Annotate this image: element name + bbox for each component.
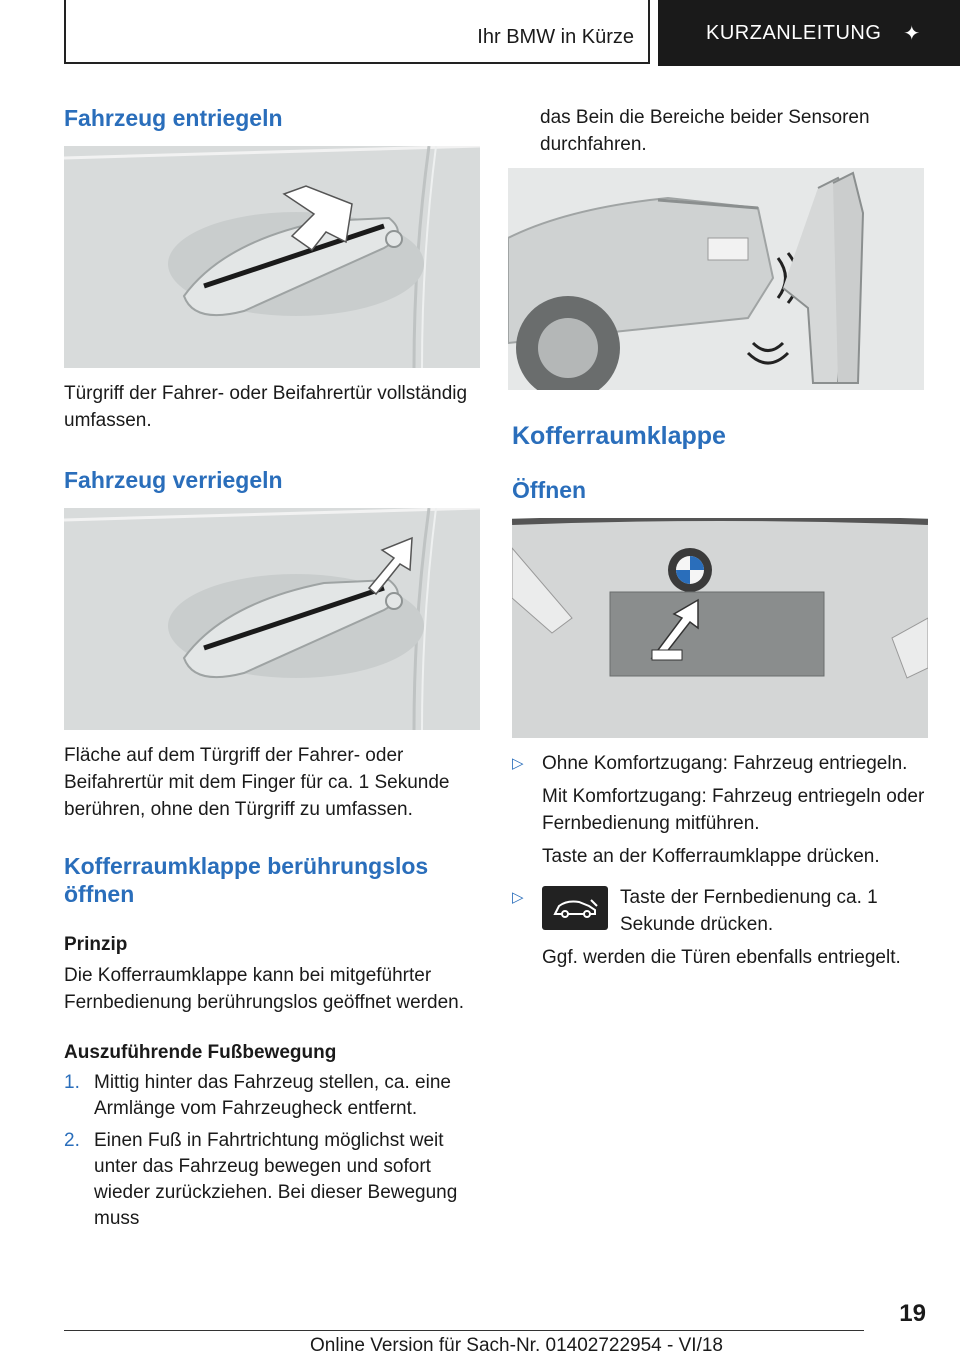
header-chapter-tab[interactable] bbox=[658, 0, 960, 66]
heading-contactless-trunk: Kofferraumklappe berührungslos öffnen bbox=[64, 853, 429, 907]
list-item bbox=[512, 750, 932, 870]
step-number: 1. bbox=[64, 1072, 80, 1093]
remote-trunk-button-icon bbox=[542, 886, 608, 930]
chapter-label: KURZANLEITUNG bbox=[706, 21, 882, 44]
list-item bbox=[512, 884, 932, 971]
bullet-text: Taste an der Kofferraumklappe drücken. bbox=[542, 846, 880, 867]
bullet-text: Ohne Komfortzugang: Fahrzeug entriegeln. bbox=[542, 753, 908, 774]
heading-lock: Fahrzeug verriegeln bbox=[64, 467, 283, 493]
bullet-text: Mit Komfortzugang: Fahrzeug entriegeln oder Fernbedienung mitführen. bbox=[542, 786, 925, 834]
heading-trunk-lid: Kofferraumklappe bbox=[512, 422, 726, 450]
bullet-text: Ggf. werden die Türen ebenfalls entriegelt. bbox=[542, 947, 901, 968]
figure-door-handle-touch bbox=[64, 508, 480, 730]
text-principle: Die Kofferraumklappe kann bei mitgeführter Fernbedienung berührungslos geöffnet werden. bbox=[64, 965, 464, 1013]
figure-door-handle-grip bbox=[64, 146, 480, 368]
magic-wand-icon: ✦ bbox=[903, 22, 921, 45]
text-unlock: Türgriff der Fahrer- oder Beifahrertür vollständig umfassen. bbox=[64, 383, 468, 431]
bullet-triangle-icon: ▷ bbox=[512, 889, 524, 906]
list-item bbox=[64, 1070, 484, 1122]
heading-unlock: Fahrzeug entriegeln bbox=[64, 105, 283, 131]
step-text: Mittig hinter das Fahrzeug stellen, ca. eine Armlänge vom Fahrzeugheck entfernt. bbox=[94, 1072, 451, 1119]
figure-foot-sensor bbox=[508, 168, 924, 390]
heading-principle: Prinzip bbox=[64, 934, 128, 955]
list-item bbox=[64, 1128, 484, 1232]
foot-motion-steps bbox=[64, 1070, 484, 1238]
page-number: 19 bbox=[899, 1300, 926, 1327]
step-text: Einen Fuß in Fahrtrichtung möglichst weit unter das Fahrzeug bewegen und sofort wieder zurückziehen. Bei dieser Bewegung muss bbox=[94, 1130, 458, 1229]
heading-foot-motion: Auszuführende Fußbewegung bbox=[64, 1042, 337, 1063]
figure-trunk-button bbox=[512, 518, 928, 738]
bullet-text: Taste der Fernbedienung ca. 1 Sekunde drücken. bbox=[620, 887, 878, 935]
footer-divider bbox=[64, 1330, 864, 1331]
step-number: 2. bbox=[64, 1130, 80, 1151]
header-section-title: Ihr BMW in Kürze bbox=[477, 26, 634, 48]
heading-open: Öffnen bbox=[512, 477, 587, 503]
text-lock: Fläche auf dem Türgriff der Fahrer- oder Beifahrertür mit dem Finger für ca. 1 Sekunde berühren, ohne den Türgriff zu umfassen. bbox=[64, 745, 450, 820]
bullet-triangle-icon: ▷ bbox=[512, 755, 524, 772]
open-instructions bbox=[512, 750, 932, 985]
text-continue: das Bein die Bereiche beider Sensoren durchfahren. bbox=[540, 107, 870, 155]
footer-version-text: Online Version für Sach-Nr. 01402722954 - VI/18 bbox=[310, 1335, 723, 1356]
